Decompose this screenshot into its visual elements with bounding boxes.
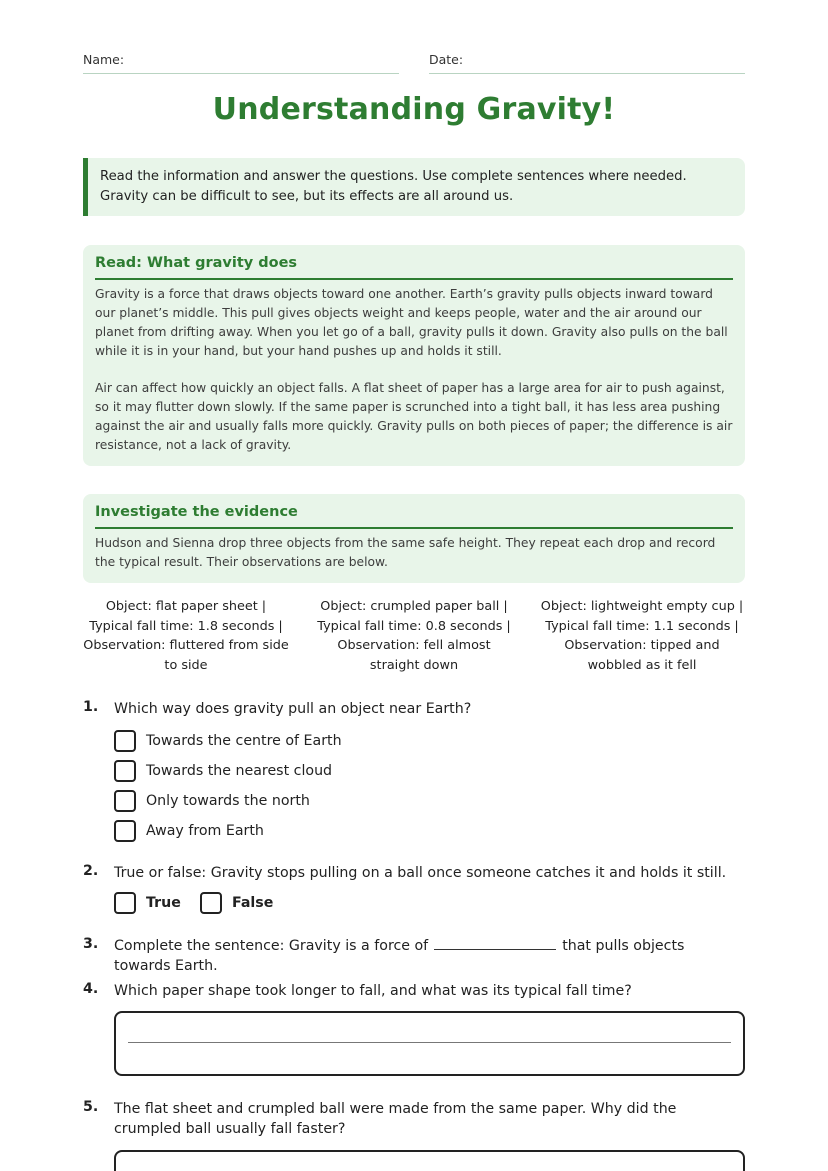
option-label: False <box>232 895 274 911</box>
checkbox[interactable] <box>114 892 136 914</box>
read-heading: Read: What gravity does <box>95 255 733 280</box>
name-label: Name: <box>83 52 125 67</box>
question-number: 4. <box>83 981 99 997</box>
question-number: 2. <box>83 863 99 879</box>
question-number: 1. <box>83 699 99 715</box>
observation-flat-sheet: Object: flat paper sheet | Typical fall time: 1.8 seconds | Observation: fluttered from side to side <box>83 599 289 673</box>
q1-option-2[interactable] <box>114 760 332 782</box>
q5-answer-box[interactable] <box>114 1150 745 1171</box>
sentence-end: that pulls objects towards Earth. <box>114 938 685 974</box>
q1-option-4[interactable] <box>114 820 264 842</box>
checkbox[interactable] <box>114 730 136 752</box>
q2-option-false[interactable] <box>200 892 273 914</box>
checkbox[interactable] <box>114 790 136 812</box>
name-field[interactable] <box>83 52 399 74</box>
q1-option-3[interactable] <box>114 790 310 812</box>
question-text <box>114 936 745 976</box>
read-paragraph-2: Air can affect how quickly an object falls. A flat sheet of paper has a large area for air to push against, so it may flutter down slowly. If the same paper is scrunched into a tight ball, it has less area pushing against the air and usually falls more quickly. Gravity pulls on both pieces of paper; the difference is air resistance, not a lack of gravity. <box>95 381 733 452</box>
question-1 <box>83 699 745 849</box>
question-text: Which paper shape took longer to fall, and what was its typical fall time? <box>114 983 632 999</box>
observations-row <box>83 597 745 675</box>
read-paragraph-1: Gravity is a force that draws objects toward one another. Earth’s gravity pulls objects inward toward our planet’s middle. This pull gives objects weight and keeps people, water and the air around our planet from drifting away. When you let go of a ball, gravity pulls it down. Gravity also pulls on the ball while it is in your hand, but your hand pushes up and holds it still. <box>95 287 728 358</box>
evidence-panel <box>83 494 745 583</box>
answer-line <box>128 1042 731 1043</box>
option-label: Only towards the north <box>146 793 310 809</box>
q2-option-true[interactable] <box>114 892 181 914</box>
checkbox[interactable] <box>200 892 222 914</box>
option-label: Towards the nearest cloud <box>146 763 333 779</box>
evidence-text: Hudson and Sienna drop three objects from the same safe height. They repeat each drop and record the typical result. Their observations are below. <box>95 536 716 569</box>
option-label: Away from Earth <box>146 823 264 839</box>
date-field[interactable] <box>429 52 745 74</box>
question-number: 3. <box>83 936 99 952</box>
option-label: True <box>146 895 181 911</box>
question-text: The flat sheet and crumpled ball were made from the same paper. Why did the crumpled ball usually fall faster? <box>114 1101 677 1137</box>
q1-option-1[interactable] <box>114 730 342 752</box>
checkbox[interactable] <box>114 820 136 842</box>
question-text: True or false: Gravity stops pulling on a ball once someone catches it and holds it still. <box>114 865 727 881</box>
page-title: Understanding Gravity! <box>212 92 616 127</box>
question-4 <box>83 981 745 1003</box>
question-5 <box>83 1099 745 1141</box>
q4-answer-box[interactable] <box>114 1011 745 1076</box>
question-number: 5. <box>83 1099 99 1115</box>
sentence-start: Complete the sentence: Gravity is a force of <box>114 938 429 954</box>
fill-in-blank[interactable] <box>434 936 556 950</box>
observation-empty-cup: Object: lightweight empty cup | Typical fall time: 1.1 seconds | Observation: tipped and wobbled as it fell <box>540 599 744 673</box>
evidence-heading: Investigate the evidence <box>95 504 733 529</box>
question-3 <box>83 936 745 974</box>
observation-crumpled-ball: Object: crumpled paper ball | Typical fall time: 0.8 seconds | Observation: fell almost straight down <box>317 599 511 673</box>
read-panel <box>83 245 745 466</box>
checkbox[interactable] <box>114 760 136 782</box>
date-label: Date: <box>429 52 464 67</box>
option-label: Towards the centre of Earth <box>146 733 342 749</box>
intro-callout: Read the information and answer the questions. Use complete sentences where needed. Gravity can be difficult to see, but its effects are all around us. <box>83 158 745 216</box>
question-text: Which way does gravity pull an object near Earth? <box>114 701 472 717</box>
question-2 <box>83 863 745 915</box>
